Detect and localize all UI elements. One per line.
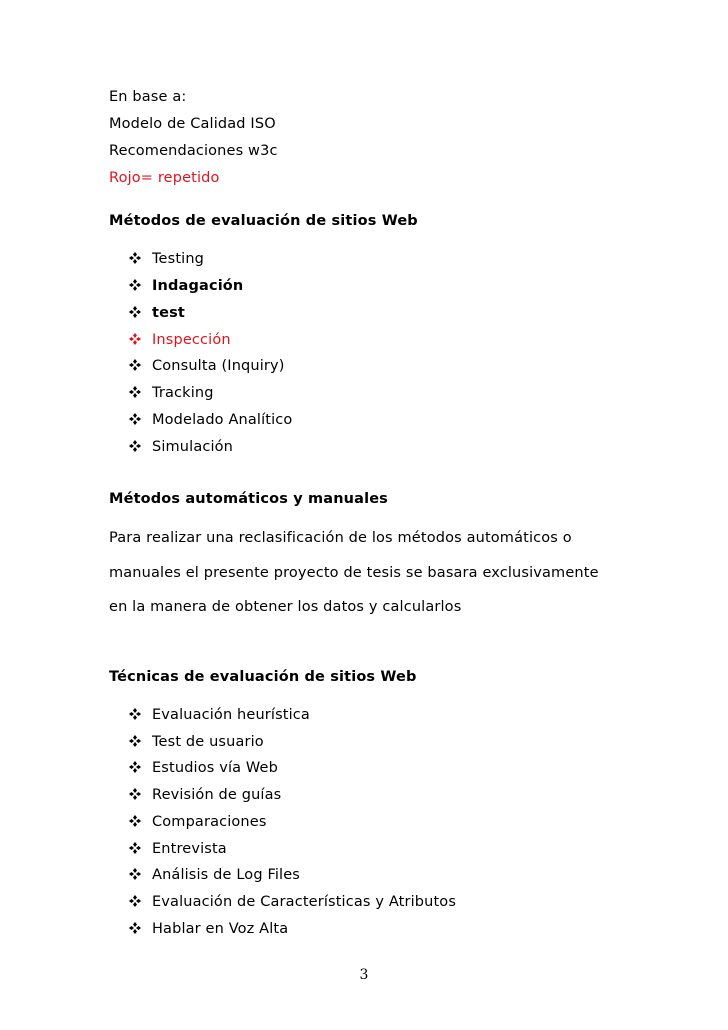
diamond-bullet-icon: [128, 894, 142, 908]
diamond-bullet-icon: [128, 439, 142, 453]
list-item: [128, 384, 214, 402]
diamond-bullet-icon: [128, 787, 142, 801]
diamond-bullet-icon: [128, 358, 142, 372]
list-item-label: Hablar en Voz Alta: [152, 921, 289, 937]
diamond-bullet-icon: [128, 385, 142, 399]
diamond-bullet-icon: [128, 814, 142, 828]
list-item-label: Indagación: [152, 278, 244, 294]
list-item: [128, 357, 285, 375]
paragraph-line: Para realizar una reclasificación de los métodos automáticos o: [109, 530, 572, 546]
list-item-label: Test de usuario: [152, 734, 264, 750]
list-item-label: Entrevista: [152, 841, 227, 857]
list-item-label: Comparaciones: [152, 814, 267, 830]
page-number-text: 3: [359, 967, 369, 983]
list-item-label: Inspección: [152, 332, 231, 348]
section-heading-metodos: Métodos de evaluación de sitios Web: [109, 213, 418, 229]
list-item: [128, 438, 233, 456]
list-item: [128, 786, 281, 804]
list-item: [128, 733, 264, 751]
diamond-bullet-icon: [128, 305, 142, 319]
intro-line-base: En base a:: [109, 89, 187, 105]
list-item: [128, 759, 278, 777]
page-number: [0, 966, 728, 984]
paragraph-line: en la manera de obtener los datos y calcularlos: [109, 599, 462, 615]
intro-line-legend: Rojo= repetido: [109, 170, 220, 186]
diamond-bullet-icon: [128, 251, 142, 265]
list-item: [128, 840, 227, 858]
list-item: [128, 411, 292, 429]
diamond-bullet-icon: [128, 412, 142, 426]
list-item-label: Revisión de guías: [152, 787, 282, 803]
section-heading-automaticos: Métodos automáticos y manuales: [109, 491, 388, 507]
list-item-label: Análisis de Log Files: [152, 867, 301, 883]
list-item: [128, 813, 267, 831]
diamond-bullet-icon: [128, 867, 142, 881]
diamond-bullet-icon: [128, 707, 142, 721]
list-item-label: Simulación: [152, 439, 234, 455]
list-item-label: test: [152, 305, 185, 321]
list-item: [128, 331, 231, 349]
diamond-bullet-icon: [128, 278, 142, 292]
list-item-label: Evaluación de Características y Atributos: [152, 894, 457, 910]
diamond-bullet-icon: [128, 332, 142, 346]
list-item: [128, 706, 310, 724]
list-item-label: Evaluación heurística: [152, 707, 310, 723]
list-item-label: Estudios vía Web: [152, 760, 278, 776]
list-item: [128, 250, 204, 268]
list-item-label: Modelado Analítico: [152, 412, 293, 428]
section-heading-tecnicas: Técnicas de evaluación de sitios Web: [109, 669, 417, 685]
list-item-label: Consulta (Inquiry): [152, 358, 285, 374]
list-item: [128, 277, 243, 295]
list-item-label: Tracking: [152, 385, 214, 401]
list-item: [128, 866, 300, 884]
list-item: [128, 893, 456, 911]
paragraph-line: manuales el presente proyecto de tesis se basara exclusivamente: [109, 565, 599, 581]
diamond-bullet-icon: [128, 734, 142, 748]
list-item-label: Testing: [152, 251, 205, 267]
intro-line-w3c: Recomendaciones w3c: [109, 143, 278, 159]
diamond-bullet-icon: [128, 921, 142, 935]
diamond-bullet-icon: [128, 760, 142, 774]
list-item: [128, 304, 185, 322]
list-item: [128, 920, 288, 938]
intro-line-iso: Modelo de Calidad ISO: [109, 116, 276, 132]
diamond-bullet-icon: [128, 841, 142, 855]
